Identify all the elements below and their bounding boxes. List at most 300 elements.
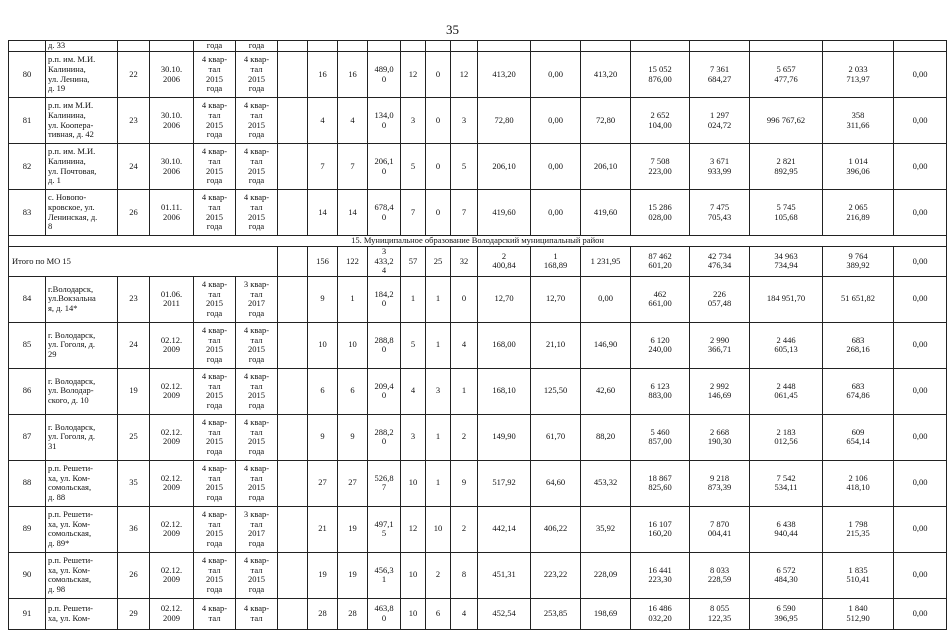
cell-cost-local: 683 674,86 <box>823 368 894 414</box>
cell-empty <box>690 41 750 52</box>
cell-area: 288,8 0 <box>368 322 401 368</box>
cell-empty <box>426 41 451 52</box>
cell-premises-private: 1 <box>426 322 451 368</box>
cell-plan-end: 4 квар- тал <box>236 598 278 629</box>
cell-area: 526,8 7 <box>368 460 401 506</box>
cell-cost-total: 16 107 160,20 <box>631 506 690 552</box>
cell-date: 30.10. 2006 <box>150 98 194 144</box>
cell-empty <box>308 41 338 52</box>
table-row <box>9 190 947 236</box>
cell-plan-start: 4 квар- тал 2015 года <box>194 52 236 98</box>
cell-relocation-area-private: 223,22 <box>531 552 581 598</box>
cell-residents-relocated: 14 <box>338 190 368 236</box>
cell-relocation-area-municipal: 413,20 <box>581 52 631 98</box>
cell-cost-extra: 0,00 <box>894 506 947 552</box>
cell-cost-fund: 2 990 366,71 <box>690 322 750 368</box>
cell-year: 26 <box>118 190 150 236</box>
cell-premises-total: 1 <box>401 276 426 322</box>
cell-plan-end: 4 квар- тал 2015 года <box>236 460 278 506</box>
cell-plan-start: 4 квар- тал 2015 года <box>194 98 236 144</box>
total-c10: 122 <box>338 247 368 277</box>
cell-plan-start: 4 квар- тал 2015 года <box>194 322 236 368</box>
cell-plan-start: 4 квар- тал 2015 года <box>194 460 236 506</box>
cell-premises-private: 0 <box>426 190 451 236</box>
cell-cost-total: 16 486 032,20 <box>631 598 690 629</box>
cell-premises-municipal: 4 <box>451 598 478 629</box>
cell-relocation-area-municipal: 198,69 <box>581 598 631 629</box>
cell-cost-local: 2 106 418,10 <box>823 460 894 506</box>
cell-relocation-area-total: 12,70 <box>478 276 531 322</box>
cell-premises-private: 0 <box>426 144 451 190</box>
cell-residents-relocated: 19 <box>338 506 368 552</box>
cell-plan-start: года <box>194 41 236 52</box>
total-c15: 2 400,84 <box>478 247 531 277</box>
cell-address: р.п. им М.И. Калинина, ул. Коопера- тивная, д. 42 <box>46 98 118 144</box>
cell-plan-start: 4 квар- тал 2015 года <box>194 552 236 598</box>
cell-address: р.п. им. М.И. Калинина, ул. Почтовая, д. 1 <box>46 144 118 190</box>
cell-premises-private: 0 <box>426 98 451 144</box>
total-c19: 42 734 476,34 <box>690 247 750 277</box>
cell-plan-start: 4 квар- тал 2015 года <box>194 190 236 236</box>
cell-number: 89 <box>9 506 46 552</box>
cell-relocation-area-total: 442,14 <box>478 506 531 552</box>
cell-year: 25 <box>118 414 150 460</box>
cell-cost-local: 1 835 510,41 <box>823 552 894 598</box>
cell-spacer <box>278 368 308 414</box>
cell-address: г. Володарск, ул. Гоголя, д. 31 <box>46 414 118 460</box>
cell-relocation-area-total: 206,10 <box>478 144 531 190</box>
cell-cost-local: 2 065 216,89 <box>823 190 894 236</box>
cell-plan-start: 4 квар- тал 2015 года <box>194 276 236 322</box>
cell-address: р.п. Решети- ха, ул. Ком- сомольская, д. 88 <box>46 460 118 506</box>
cell-relocation-area-municipal: 35,92 <box>581 506 631 552</box>
cell-area: 134,0 0 <box>368 98 401 144</box>
cell-cost-local: 2 033 713,97 <box>823 52 894 98</box>
cell-spacer <box>278 414 308 460</box>
cell-empty <box>531 41 581 52</box>
cell-empty <box>401 41 426 52</box>
total-c14: 32 <box>451 247 478 277</box>
cell-plan-end: 4 квар- тал 2015 года <box>236 368 278 414</box>
cell-number: 86 <box>9 368 46 414</box>
cell-cost-extra: 0,00 <box>894 368 947 414</box>
total-c16: 1 168,89 <box>531 247 581 277</box>
cell-cost-total: 6 123 883,00 <box>631 368 690 414</box>
cell-cost-regional: 2 448 061,45 <box>750 368 823 414</box>
cell-relocation-area-total: 413,20 <box>478 52 531 98</box>
cell-cost-fund: 3 671 933,99 <box>690 144 750 190</box>
cell-premises-private: 2 <box>426 552 451 598</box>
cell-cost-total: 7 508 223,00 <box>631 144 690 190</box>
cell-cost-regional: 5 657 477,76 <box>750 52 823 98</box>
cell-cost-fund: 7 870 004,41 <box>690 506 750 552</box>
cell-cost-regional: 2 446 605,13 <box>750 322 823 368</box>
cell-cost-fund: 7 475 705,43 <box>690 190 750 236</box>
cell-year: 23 <box>118 276 150 322</box>
cell-number: 82 <box>9 144 46 190</box>
table-body <box>9 41 947 630</box>
cell-number: 84 <box>9 276 46 322</box>
cell-spacer <box>278 552 308 598</box>
cell-cost-regional: 2 821 892,95 <box>750 144 823 190</box>
section-row <box>9 236 947 247</box>
cell-relocation-area-private: 0,00 <box>531 190 581 236</box>
cell-relocation-area-municipal: 146,90 <box>581 322 631 368</box>
cell-plan-start: 4 квар- тал <box>194 598 236 629</box>
cell-empty <box>478 41 531 52</box>
table-row <box>9 322 947 368</box>
cell-residents-relocated: 19 <box>338 552 368 598</box>
total-c21: 9 764 389,92 <box>823 247 894 277</box>
cell-premises-municipal: 0 <box>451 276 478 322</box>
cell-spacer <box>278 460 308 506</box>
cell-date: 02.12. 2009 <box>150 414 194 460</box>
cell-cost-regional: 5 745 105,68 <box>750 190 823 236</box>
cell-premises-private: 1 <box>426 460 451 506</box>
total-row <box>9 247 947 277</box>
cell-residents-relocated: 27 <box>338 460 368 506</box>
cell-relocation-area-total: 149,90 <box>478 414 531 460</box>
cell-cost-extra: 0,00 <box>894 598 947 629</box>
cell-date: 30.10. 2006 <box>150 52 194 98</box>
cell-relocation-area-municipal: 72,80 <box>581 98 631 144</box>
cell-residents-total: 14 <box>308 190 338 236</box>
table-row <box>9 552 947 598</box>
cell-cost-extra: 0,00 <box>894 98 947 144</box>
cell-cost-regional: 6 572 484,30 <box>750 552 823 598</box>
cell-year: 19 <box>118 368 150 414</box>
cell-address: р.п. Решети- ха, ул. Ком- <box>46 598 118 629</box>
cell-relocation-area-private: 406,22 <box>531 506 581 552</box>
cell-spacer <box>278 506 308 552</box>
cell-premises-private: 1 <box>426 414 451 460</box>
cell-premises-total: 12 <box>401 506 426 552</box>
cell-spacer <box>278 276 308 322</box>
cell-residents-total: 4 <box>308 98 338 144</box>
cell-plan-end: 4 квар- тал 2015 года <box>236 552 278 598</box>
cell-plan-end: 4 квар- тал 2015 года <box>236 98 278 144</box>
cell-cost-fund: 9 218 873,39 <box>690 460 750 506</box>
cell-relocation-area-municipal: 88,20 <box>581 414 631 460</box>
cell-area: 288,2 0 <box>368 414 401 460</box>
cell-residents-relocated: 16 <box>338 52 368 98</box>
cell-residents-total: 9 <box>308 414 338 460</box>
cell-plan-start: 4 квар- тал 2015 года <box>194 414 236 460</box>
cell-empty <box>278 41 308 52</box>
cell-year: 23 <box>118 98 150 144</box>
cell-empty <box>750 41 823 52</box>
cell-premises-private: 10 <box>426 506 451 552</box>
cell-plan-end: года <box>236 41 278 52</box>
cell-area: 209,4 0 <box>368 368 401 414</box>
cell-relocation-area-municipal: 206,10 <box>581 144 631 190</box>
cell-number: 87 <box>9 414 46 460</box>
cell-cost-local: 683 268,16 <box>823 322 894 368</box>
total-label: Итого по МО 15 <box>9 247 278 277</box>
cell-plan-end: 4 квар- тал 2015 года <box>236 414 278 460</box>
cell-cost-extra: 0,00 <box>894 322 947 368</box>
cell-cost-fund: 7 361 684,27 <box>690 52 750 98</box>
cell-relocation-area-private: 0,00 <box>531 144 581 190</box>
cell-empty <box>150 41 194 52</box>
table-row <box>9 98 947 144</box>
cell-address: г. Володарск, ул. Володар- ского, д. 10 <box>46 368 118 414</box>
cell-area: 456,3 1 <box>368 552 401 598</box>
cell-premises-private: 3 <box>426 368 451 414</box>
cell-plan-end: 4 квар- тал 2015 года <box>236 52 278 98</box>
cell-residents-relocated: 28 <box>338 598 368 629</box>
table-row <box>9 414 947 460</box>
cell-address: р.п. Решети- ха, ул. Ком- сомольская, д. 98 <box>46 552 118 598</box>
cell-relocation-area-municipal: 453,32 <box>581 460 631 506</box>
cell-cost-extra: 0,00 <box>894 460 947 506</box>
cell-address: р.п. им. М.И. Калинина, ул. Ленина, д. 19 <box>46 52 118 98</box>
cell-year: 36 <box>118 506 150 552</box>
cell-relocation-area-municipal: 419,60 <box>581 190 631 236</box>
cell-cost-local: 609 654,14 <box>823 414 894 460</box>
cell-cost-fund: 226 057,48 <box>690 276 750 322</box>
cell-empty <box>338 41 368 52</box>
cell-residents-total: 7 <box>308 144 338 190</box>
cell-spacer <box>278 144 308 190</box>
cell-cost-fund: 2 668 190,30 <box>690 414 750 460</box>
table-row <box>9 276 947 322</box>
cell-cost-extra: 0,00 <box>894 276 947 322</box>
cell-empty <box>368 41 401 52</box>
cell-cost-extra: 0,00 <box>894 552 947 598</box>
cell-cost-regional: 7 542 534,11 <box>750 460 823 506</box>
cell-residents-total: 9 <box>308 276 338 322</box>
cell-relocation-area-municipal: 42,60 <box>581 368 631 414</box>
section-title: 15. Муниципальное образование Володарский муниципальный район <box>9 236 947 247</box>
cell-empty <box>631 41 690 52</box>
cell-premises-municipal: 2 <box>451 414 478 460</box>
cell-relocation-area-private: 12,70 <box>531 276 581 322</box>
cell-area: 497,1 5 <box>368 506 401 552</box>
cell-spacer <box>278 598 308 629</box>
cell-cost-fund: 8 055 122,35 <box>690 598 750 629</box>
cell-premises-municipal: 5 <box>451 144 478 190</box>
total-c18: 87 462 601,20 <box>631 247 690 277</box>
cell-number: 90 <box>9 552 46 598</box>
cell-address: р.п. Решети- ха, ул. Ком- сомольская, д. 89* <box>46 506 118 552</box>
cell-cost-regional: 2 183 012,56 <box>750 414 823 460</box>
cell-empty <box>451 41 478 52</box>
cell-residents-relocated: 7 <box>338 144 368 190</box>
cell-empty <box>894 41 947 52</box>
cell-residents-relocated: 6 <box>338 368 368 414</box>
cell-premises-private: 1 <box>426 276 451 322</box>
cell-residents-total: 27 <box>308 460 338 506</box>
cell-relocation-area-private: 0,00 <box>531 98 581 144</box>
cell-premises-private: 6 <box>426 598 451 629</box>
cell-residents-total: 6 <box>308 368 338 414</box>
table-row <box>9 144 947 190</box>
cell-area: 678,4 0 <box>368 190 401 236</box>
cell-number: 81 <box>9 98 46 144</box>
cell-cost-extra: 0,00 <box>894 144 947 190</box>
cell-number: 83 <box>9 190 46 236</box>
cell-premises-municipal: 1 <box>451 368 478 414</box>
cell-year: 26 <box>118 552 150 598</box>
cell-plan-start: 4 квар- тал 2015 года <box>194 144 236 190</box>
total-c13: 25 <box>426 247 451 277</box>
cell-residents-relocated: 10 <box>338 322 368 368</box>
cell-spacer <box>278 322 308 368</box>
cell-area: 489,0 0 <box>368 52 401 98</box>
cell-number: 91 <box>9 598 46 629</box>
cell-plan-end: 3 квар- тал 2017 года <box>236 276 278 322</box>
cell-plan-end: 3 квар- тал 2017 года <box>236 506 278 552</box>
cell-relocation-area-private: 64,60 <box>531 460 581 506</box>
housing-table <box>8 40 947 630</box>
cell-relocation-area-private: 21,10 <box>531 322 581 368</box>
table-row <box>9 460 947 506</box>
cell-residents-total: 28 <box>308 598 338 629</box>
cell-date: 01.11. 2006 <box>150 190 194 236</box>
cell-date: 02.12. 2009 <box>150 368 194 414</box>
table-row <box>9 368 947 414</box>
cell-empty <box>118 41 150 52</box>
cell-premises-municipal: 8 <box>451 552 478 598</box>
cell-residents-total: 21 <box>308 506 338 552</box>
cell-relocation-area-total: 517,92 <box>478 460 531 506</box>
total-c9: 156 <box>308 247 338 277</box>
cell-residents-total: 10 <box>308 322 338 368</box>
cell-cost-regional: 6 590 396,95 <box>750 598 823 629</box>
cell-year: 22 <box>118 52 150 98</box>
cell-date: 01.06. 2011 <box>150 276 194 322</box>
cell-cost-extra: 0,00 <box>894 190 947 236</box>
cell-premises-total: 7 <box>401 190 426 236</box>
cell-cost-local: 358 311,66 <box>823 98 894 144</box>
cell-cost-fund: 1 297 024,72 <box>690 98 750 144</box>
cell-year: 35 <box>118 460 150 506</box>
cell-relocation-area-private: 253,85 <box>531 598 581 629</box>
total-c22: 0,00 <box>894 247 947 277</box>
table-row <box>9 52 947 98</box>
cell-relocation-area-total: 419,60 <box>478 190 531 236</box>
cell-relocation-area-private: 61,70 <box>531 414 581 460</box>
cell-cost-total: 5 460 857,00 <box>631 414 690 460</box>
total-c12: 57 <box>401 247 426 277</box>
cell-number <box>9 41 46 52</box>
cell-premises-total: 5 <box>401 144 426 190</box>
cell-cost-regional: 6 438 940,44 <box>750 506 823 552</box>
cell-cost-total: 2 652 104,00 <box>631 98 690 144</box>
cell-address: д. 33 <box>46 41 118 52</box>
cell-number: 88 <box>9 460 46 506</box>
cell-empty <box>581 41 631 52</box>
cell-cost-regional: 996 767,62 <box>750 98 823 144</box>
cell-date: 02.12. 2009 <box>150 506 194 552</box>
total-c20: 34 963 734,94 <box>750 247 823 277</box>
cell-residents-total: 16 <box>308 52 338 98</box>
cell-cost-local: 1 014 396,06 <box>823 144 894 190</box>
cell-cost-extra: 0,00 <box>894 414 947 460</box>
cell-premises-total: 3 <box>401 414 426 460</box>
cell-premises-municipal: 3 <box>451 98 478 144</box>
cell-relocation-area-total: 72,80 <box>478 98 531 144</box>
table-row-continuation <box>9 41 947 52</box>
cell-date: 02.12. 2009 <box>150 598 194 629</box>
cell-year: 24 <box>118 322 150 368</box>
total-c11: 3 433,2 4 <box>368 247 401 277</box>
cell-plan-start: 4 квар- тал 2015 года <box>194 368 236 414</box>
cell-plan-end: 4 квар- тал 2015 года <box>236 190 278 236</box>
cell-cost-total: 462 661,00 <box>631 276 690 322</box>
cell-area: 463,8 0 <box>368 598 401 629</box>
cell-premises-total: 10 <box>401 460 426 506</box>
cell-residents-relocated: 1 <box>338 276 368 322</box>
cell-relocation-area-private: 0,00 <box>531 52 581 98</box>
cell-spacer <box>278 190 308 236</box>
cell-spacer <box>278 52 308 98</box>
cell-relocation-area-private: 125,50 <box>531 368 581 414</box>
cell-cost-local: 1 798 215,35 <box>823 506 894 552</box>
cell-address: г.Володарск, ул.Вокзальна я, д. 14* <box>46 276 118 322</box>
cell-premises-municipal: 12 <box>451 52 478 98</box>
cell-area: 184,2 0 <box>368 276 401 322</box>
cell-cost-total: 16 441 223,30 <box>631 552 690 598</box>
total-c17: 1 231,95 <box>581 247 631 277</box>
cell-premises-total: 12 <box>401 52 426 98</box>
cell-premises-municipal: 4 <box>451 322 478 368</box>
cell-spacer <box>278 98 308 144</box>
cell-date: 02.12. 2009 <box>150 460 194 506</box>
cell-premises-municipal: 2 <box>451 506 478 552</box>
cell-premises-municipal: 9 <box>451 460 478 506</box>
cell-plan-end: 4 квар- тал 2015 года <box>236 322 278 368</box>
cell-plan-end: 4 квар- тал 2015 года <box>236 144 278 190</box>
page-number: 35 <box>446 22 459 37</box>
cell-premises-total: 4 <box>401 368 426 414</box>
cell-cost-regional: 184 951,70 <box>750 276 823 322</box>
cell-date: 02.12. 2009 <box>150 322 194 368</box>
cell-date: 30.10. 2006 <box>150 144 194 190</box>
cell-year: 24 <box>118 144 150 190</box>
cell-premises-municipal: 7 <box>451 190 478 236</box>
cell-cost-local: 51 651,82 <box>823 276 894 322</box>
table-row <box>9 506 947 552</box>
cell-spacer <box>278 247 308 277</box>
cell-cost-total: 15 052 876,00 <box>631 52 690 98</box>
cell-number: 85 <box>9 322 46 368</box>
cell-date: 02.12. 2009 <box>150 552 194 598</box>
cell-relocation-area-total: 168,00 <box>478 322 531 368</box>
cell-empty <box>823 41 894 52</box>
cell-premises-total: 10 <box>401 598 426 629</box>
cell-address: с. Новопо- кровское, ул. Ленинская, д. 8 <box>46 190 118 236</box>
cell-cost-total: 15 286 028,00 <box>631 190 690 236</box>
cell-premises-total: 3 <box>401 98 426 144</box>
cell-premises-total: 5 <box>401 322 426 368</box>
cell-premises-total: 10 <box>401 552 426 598</box>
cell-residents-total: 19 <box>308 552 338 598</box>
table-row <box>9 598 947 629</box>
cell-cost-fund: 2 992 146,69 <box>690 368 750 414</box>
cell-relocation-area-total: 168,10 <box>478 368 531 414</box>
cell-area: 206,1 0 <box>368 144 401 190</box>
cell-cost-total: 18 867 825,60 <box>631 460 690 506</box>
cell-address: г. Володарск, ул. Гоголя, д. 29 <box>46 322 118 368</box>
cell-cost-fund: 8 033 228,59 <box>690 552 750 598</box>
cell-relocation-area-municipal: 228,09 <box>581 552 631 598</box>
cell-plan-start: 4 квар- тал 2015 года <box>194 506 236 552</box>
cell-cost-total: 6 120 240,00 <box>631 322 690 368</box>
cell-residents-relocated: 4 <box>338 98 368 144</box>
cell-cost-extra: 0,00 <box>894 52 947 98</box>
